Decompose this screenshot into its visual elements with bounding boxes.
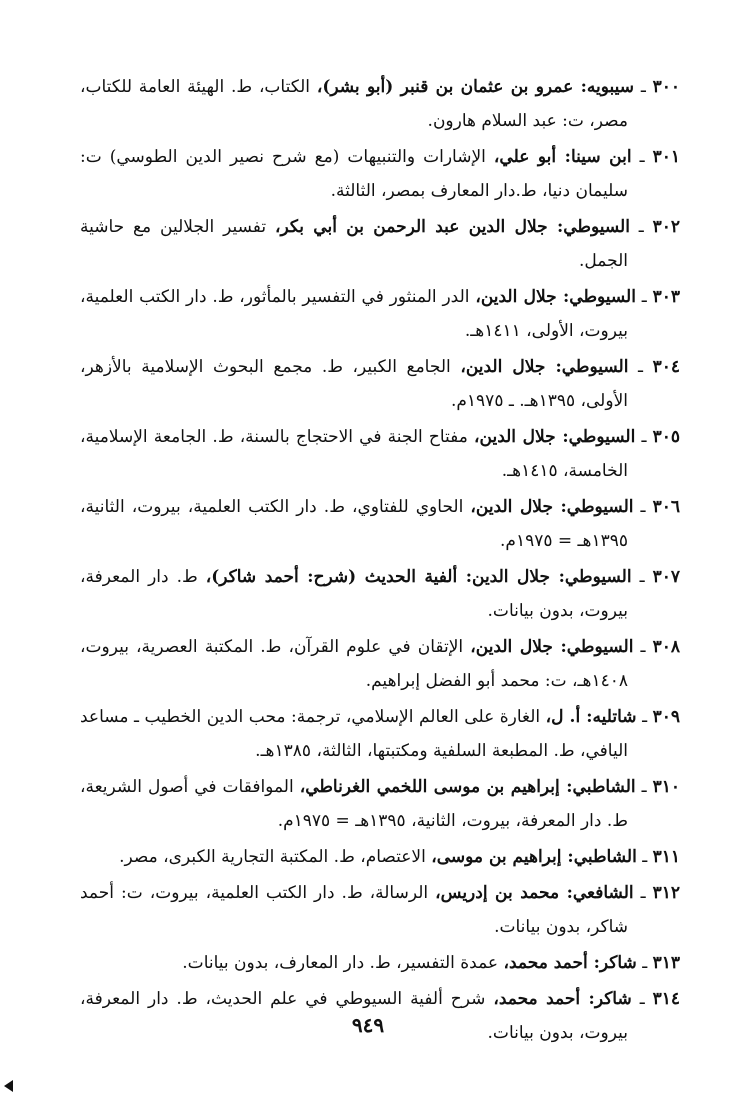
bibliography-entry [80, 876, 680, 944]
entry-separator: ـ [639, 567, 645, 587]
entry-number: ٣١٤ [652, 989, 681, 1009]
entry-separator: ـ [640, 637, 646, 657]
entry-text: الدر المنثور في التفسير بالمأثور، ط. دار الكتب العلمية، بيروت، الأولى، ١٤١١هـ. [80, 287, 628, 341]
entry-number: ٣١٣ [652, 953, 680, 973]
entry-number: ٣٠٨ [652, 637, 681, 657]
bibliography-entry [80, 946, 680, 980]
entry-separator: ـ [640, 883, 646, 903]
bibliography-entry [80, 140, 680, 208]
entry-text: الاعتصام، ط. المكتبة التجارية الكبرى، مصر. [119, 847, 426, 867]
entry-text: الإتقان في علوم القرآن، ط. المكتبة العصرية، بيروت، ١٤٠٨هـ، ت: محمد أبو الفضل إبراهيم. [80, 637, 628, 691]
entry-author: السيوطي: جلال الدين، [460, 357, 629, 377]
entry-number: ٣٠٤ [652, 357, 680, 377]
entry-text: شرح ألفية السيوطي في علم الحديث، ط. دار المعرفة، بيروت، بدون بيانات. [80, 989, 628, 1043]
entry-number: ٣١٠ [652, 777, 681, 797]
entry-separator: ـ [642, 707, 648, 727]
entry-separator: ـ [641, 777, 647, 797]
bibliography-entry [80, 280, 680, 348]
entry-number: ٣١٢ [652, 883, 680, 903]
entry-number: ٣٠٢ [652, 217, 681, 237]
bibliography-entry [80, 700, 680, 768]
entry-text: الجامع الكبير، ط. مجمع البحوث الإسلامية بالأزهر، الأولى، ١٣٩٥هـ. ـ ١٩٧٥م. [80, 357, 628, 411]
entry-separator: ـ [638, 357, 644, 377]
entry-separator: ـ [639, 989, 645, 1009]
entry-number: ٣٠١ [652, 147, 681, 167]
entry-author: سيبويه: عمرو بن عثمان بن قنبر (أبو بشر)، [316, 77, 635, 97]
entry-text: الحاوي للفتاوي، ط. دار الكتب العلمية، بيروت، الثانية، ١٣٩٥هـ = ١٩٧٥م. [80, 497, 628, 551]
entry-separator: ـ [639, 147, 645, 167]
entry-text: الرسالة، ط. دار الكتب العلمية، بيروت، ت: أحمد شاكر، بدون بيانات. [80, 883, 628, 937]
entry-number: ٣٠٥ [652, 427, 681, 447]
entry-author: شاتليه: أ. ل، [545, 707, 637, 727]
entry-author: الشاطبي: إبراهيم بن موسى، [431, 847, 637, 867]
page-number: ٩٤٩ [351, 1013, 385, 1037]
entry-author: ابن سينا: أبو علي، [493, 147, 632, 167]
entry-separator: ـ [641, 287, 647, 307]
entry-text: الكتاب، ط. الهيئة العامة للكتاب، مصر، ت: عبد السلام هارون. [80, 77, 628, 131]
entry-number: ٣٠٧ [652, 567, 681, 587]
entry-text: الموافقات في أصول الشريعة، ط. دار المعرفة، بيروت، الثانية، ١٣٩٥هـ = ١٩٧٥م. [80, 777, 628, 831]
entry-author: السيوطي: جلال الدين، [470, 497, 634, 517]
bibliography-entry [80, 560, 680, 628]
entry-author: السيوطي: جلال الدين، [474, 427, 636, 447]
entry-author: الشافعي: محمد بن إدريس، [435, 883, 634, 903]
entry-number: ٣٠٣ [652, 287, 681, 307]
entry-text: الغارة على العالم الإسلامي، ترجمة: محب الدين الخطيب ـ مساعد اليافي، ط. المطبعة السلفية ومكتبتها، الثالثة، ١٣٨٥هـ. [80, 707, 628, 761]
entry-text: الإشارات والتنبيهات (مع شرح نصير الدين الطوسي) ت: سليمان دنيا، ط.دار المعارف بمصر، الثالثة. [80, 147, 628, 201]
entry-number: ٣١١ [652, 847, 680, 867]
bibliography-entry [80, 770, 680, 838]
entry-number: ٣٠٩ [652, 707, 680, 727]
entry-number: ٣٠٠ [652, 77, 681, 97]
entry-text: عمدة التفسير، ط. دار المعارف، بدون بيانات. [182, 953, 499, 973]
entry-author: السيوطي: جلال الدين، [470, 637, 634, 657]
bibliography-entry [80, 630, 680, 698]
bibliography-entry [80, 840, 680, 874]
bibliography-entry [80, 70, 680, 138]
entry-separator: ـ [642, 953, 648, 973]
corner-arrow-icon [4, 1080, 13, 1092]
entry-author: السيوطي: جلال الدين عبد الرحمن بن أبي بكر، [274, 217, 630, 237]
entry-author: السيوطي: جلال الدين، [475, 287, 636, 307]
bibliography-entry [80, 350, 680, 418]
entry-text: ط. دار المعرفة، بيروت، بدون بيانات. [80, 567, 628, 621]
entry-author: الشاطبي: إبراهيم بن موسى اللخمي الغرناطي، [299, 777, 636, 797]
entry-separator: ـ [638, 217, 644, 237]
entry-separator: ـ [640, 77, 646, 97]
entry-text: تفسير الجلالين مع حاشية الجمل. [80, 217, 628, 271]
entry-separator: ـ [641, 427, 647, 447]
bibliography-list [80, 70, 680, 1052]
bibliography-entry [80, 490, 680, 558]
entry-author: شاكر: أحمد محمد، [493, 989, 632, 1009]
entry-author: شاكر: أحمد محمد، [503, 953, 637, 973]
entry-text: مفتاح الجنة في الاحتجاج بالسنة، ط. الجامعة الإسلامية، الخامسة، ١٤١٥هـ. [80, 427, 628, 481]
bibliography-entry [80, 420, 680, 488]
bibliography-entry [80, 210, 680, 278]
entry-author: السيوطي: جلال الدين: ألفية الحديث (شرح: أحمد شاكر)، [205, 567, 632, 587]
entry-separator: ـ [642, 847, 648, 867]
entry-number: ٣٠٦ [652, 497, 680, 517]
entry-separator: ـ [640, 497, 646, 517]
